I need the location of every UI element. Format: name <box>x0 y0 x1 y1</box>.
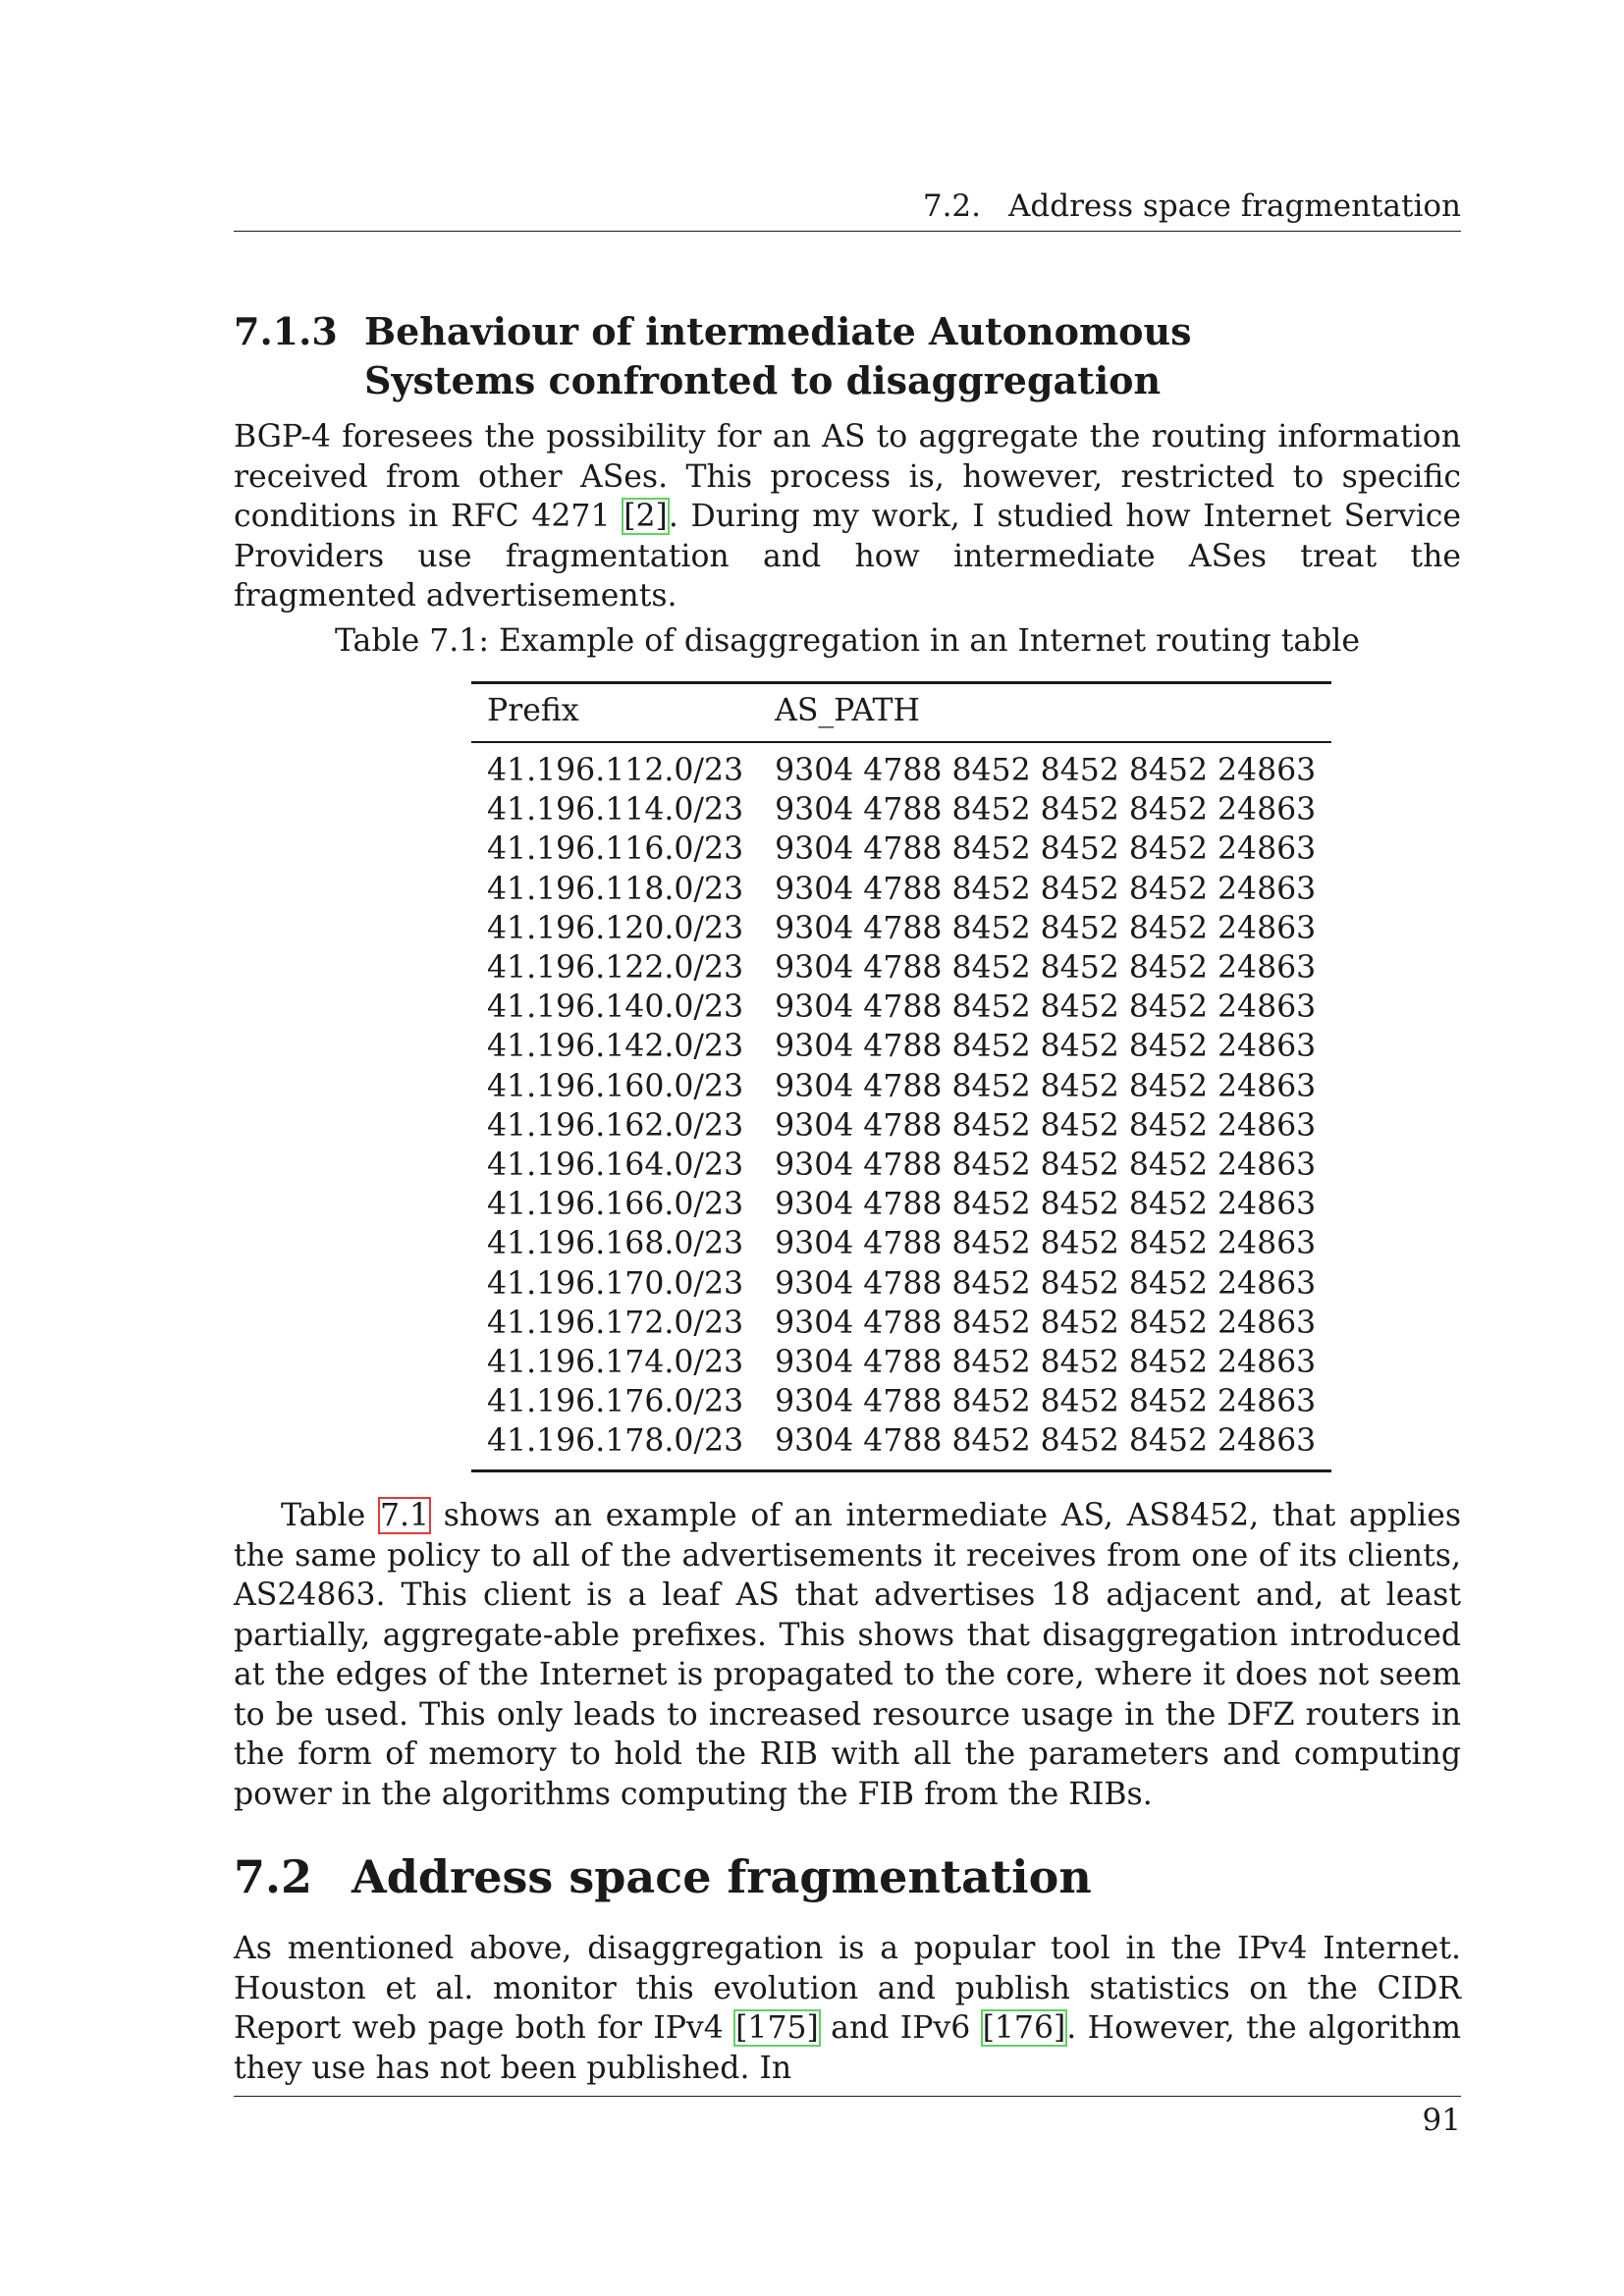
running-header <box>234 187 1461 226</box>
as-path-cell: 9304 4788 8452 8452 8452 24863 <box>775 1148 1317 1184</box>
as-path-cell: 9304 4788 8452 8452 8452 24863 <box>775 1305 1317 1341</box>
paragraph-text: As mentioned above, disaggregation is a popular tool in the IPv4 Internet. Houston et al. monitor this evolution and publish statistics on the CIDR Report web page both for IPv4 <box>234 1931 1461 2046</box>
as-path-cell: 9304 4788 8452 8452 8452 24863 <box>775 792 1317 828</box>
page-number: 91 <box>1422 2103 1461 2138</box>
prefix-cell: 41.196.142.0/23 <box>487 1029 744 1065</box>
prefix-cell: 41.196.178.0/23 <box>471 1421 759 1470</box>
subsection-title: Behaviour of intermediate Autonomous Systems confronted to disaggregation <box>364 309 1192 402</box>
prefix-cell: 41.196.174.0/23 <box>487 1345 744 1381</box>
subsection-heading <box>234 307 1461 405</box>
paragraph-text: and IPv6 <box>819 2010 982 2046</box>
prefix-cell: 41.196.172.0/23 <box>487 1305 744 1341</box>
prefix-cell: 41.196.164.0/23 <box>487 1148 744 1184</box>
prefix-cell: 41.196.122.0/23 <box>487 950 744 987</box>
as-path-cell: 9304 4788 8452 8452 8452 24863 <box>775 753 1317 788</box>
paragraph-text: Table <box>281 1498 379 1533</box>
table-row <box>471 988 1331 1027</box>
table-row <box>471 1185 1331 1224</box>
table-header-row <box>471 683 1331 743</box>
as-path-cell: 9304 4788 8452 8452 8452 24863 <box>775 1187 1317 1223</box>
as-path-cell: 9304 4788 8452 8452 8452 24863 <box>775 1226 1317 1262</box>
table-row <box>471 829 1331 869</box>
as-path-cell: 9304 4788 8452 8452 8452 24863 <box>759 1421 1331 1470</box>
section-heading <box>234 1849 1461 1904</box>
footer-rule <box>234 2096 1461 2097</box>
paragraph-text: . During my work, I studied how Internet Service Providers use fragmentation and how intermediate ASes treat the fragmented advertisements. <box>234 499 1461 614</box>
citation-link[interactable]: [175] <box>735 2010 819 2046</box>
table-row <box>471 1106 1331 1146</box>
paragraph-text: . However, the algorithm they use has not been published. In <box>234 2010 1461 2086</box>
column-header-as-path: AS_PATH <box>759 683 1331 743</box>
citation-link[interactable]: [176] <box>982 2010 1066 2046</box>
table-row <box>471 1146 1331 1185</box>
table-row <box>471 742 1331 790</box>
paragraph-text: shows an example of an intermediate AS, AS8452, that applies the same policy to all of the advertisements it receives from one of its clients, AS24863. This client is a leaf AS that advertises 18 adjacent and, at least partially, aggregate-able prefixes. This shows that disaggregation introduced at the edges of the Internet is propagated to the core, where it does not seem to be used. This only leads to increased resource usage in the DFZ routers in the form of memory to hold the RIB with all the parameters and computing power in the algorithms computing the FIB from the RIBs. <box>234 1498 1461 1812</box>
as-path-cell: 9304 4788 8452 8452 8452 24863 <box>775 1345 1317 1381</box>
section-title: Address space fragmentation <box>352 1850 1092 1903</box>
table-row <box>471 1264 1331 1304</box>
table-body <box>471 742 1331 1470</box>
as-path-cell: 9304 4788 8452 8452 8452 24863 <box>775 1029 1317 1065</box>
prefix-cell: 41.196.168.0/23 <box>487 1226 744 1262</box>
as-path-cell: 9304 4788 8452 8452 8452 24863 <box>775 1107 1317 1144</box>
prefix-cell: 41.196.118.0/23 <box>487 871 744 907</box>
as-path-cell: 9304 4788 8452 8452 8452 24863 <box>775 831 1317 868</box>
paragraph-table-discussion <box>234 1496 1461 1814</box>
table-row <box>471 1304 1331 1343</box>
prefix-cell: 41.196.160.0/23 <box>487 1068 744 1104</box>
table-row <box>471 1343 1331 1382</box>
prefix-cell: 41.196.114.0/23 <box>487 792 744 828</box>
prefix-cell: 41.196.170.0/23 <box>487 1265 744 1302</box>
table-row <box>471 1027 1331 1066</box>
section-number: 7.2 <box>234 1850 313 1903</box>
as-path-cell: 9304 4788 8452 8452 8452 24863 <box>775 910 1317 946</box>
table-row <box>471 1067 1331 1106</box>
prefix-cell: 41.196.140.0/23 <box>487 989 744 1026</box>
as-path-cell: 9304 4788 8452 8452 8452 24863 <box>775 989 1317 1026</box>
running-header-title: Address space fragmentation <box>1008 188 1461 224</box>
table-row <box>471 1421 1331 1470</box>
table-row <box>471 790 1331 829</box>
as-path-cell: 9304 4788 8452 8452 8452 24863 <box>775 950 1317 987</box>
paragraph-intro <box>234 417 1461 616</box>
table-row <box>471 909 1331 948</box>
prefix-cell: 41.196.120.0/23 <box>487 910 744 946</box>
table-row <box>471 1382 1331 1421</box>
table-caption: Table 7.1: Example of disaggregation in an Internet routing table <box>334 623 1361 659</box>
as-path-cell: 9304 4788 8452 8452 8452 24863 <box>775 871 1317 907</box>
table-row <box>471 948 1331 988</box>
prefix-cell: 41.196.116.0/23 <box>487 831 744 868</box>
paragraph-fragmentation <box>234 1929 1461 2088</box>
table-reference-link[interactable]: 7.1 <box>379 1498 430 1533</box>
prefix-cell: 41.196.166.0/23 <box>487 1187 744 1223</box>
routing-table <box>471 681 1317 1472</box>
citation-link[interactable]: [2] <box>623 499 668 534</box>
table-row <box>471 1224 1331 1263</box>
header-rule <box>234 231 1461 232</box>
running-header-number: 7.2. <box>922 188 982 224</box>
prefix-cell: 41.196.176.0/23 <box>487 1384 744 1420</box>
table-row <box>471 870 1331 909</box>
prefix-cell: 41.196.112.0/23 <box>487 753 744 788</box>
paragraph-text: BGP-4 foresees the possibility for an AS to aggregate the routing information received from other ASes. This process is, however, restricted to specific conditions in RFC 4271 <box>234 419 1461 534</box>
prefix-cell: 41.196.162.0/23 <box>487 1107 744 1144</box>
column-header-prefix: Prefix <box>471 683 759 743</box>
as-path-cell: 9304 4788 8452 8452 8452 24863 <box>775 1384 1317 1420</box>
subsection-number: 7.1.3 <box>234 309 338 353</box>
as-path-cell: 9304 4788 8452 8452 8452 24863 <box>775 1265 1317 1302</box>
as-path-cell: 9304 4788 8452 8452 8452 24863 <box>775 1068 1317 1104</box>
